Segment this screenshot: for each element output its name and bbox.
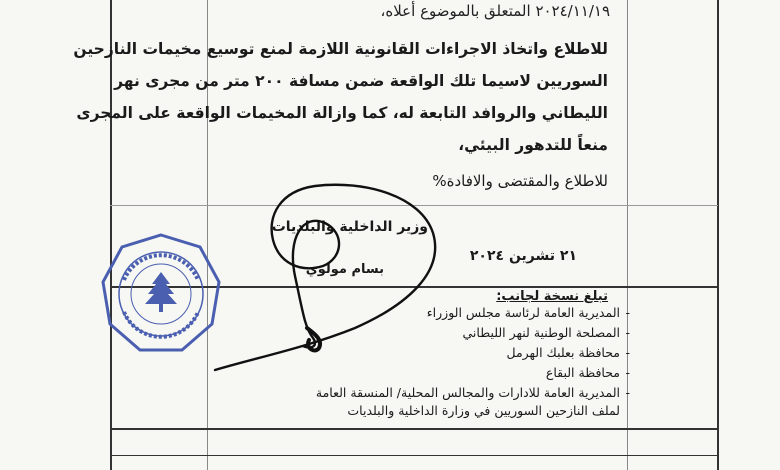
- copy-item-label: محافظة البقاع: [545, 365, 620, 380]
- copy-item: [545, 365, 630, 380]
- copy-item-label: لملف النازحين السوريين في وزارة الداخلية والبلديات: [347, 403, 620, 418]
- copy-item-label: المصلحة الوطنية لنهر الليطاني: [462, 325, 620, 340]
- copy-item-label: محافظة بعلبك الهرمل: [506, 345, 620, 360]
- section-divider-3: [110, 428, 718, 430]
- paragraph-line-1: للاطلاع واتخاذ الاجراءات القانونية اللازمة لمنع توسيع مخيمات النازحين: [73, 40, 608, 58]
- reference-line: ٢٠٢٤/١١/١٩ المتعلق بالموضوع أعلاه،: [380, 2, 610, 20]
- right-border: [717, 0, 719, 470]
- bullet-icon: -: [625, 325, 630, 340]
- minister-name: بسام مولوي: [305, 262, 384, 277]
- paragraph-line-4: منعاً للتدهور البيئي،: [458, 136, 608, 154]
- bullet-icon: -: [625, 385, 630, 400]
- bullet-icon: -: [625, 305, 630, 320]
- copy-item: [315, 385, 630, 400]
- closing-line: للاطلاع والمقتضى والافادة%: [432, 172, 608, 190]
- section-divider-4: [110, 455, 718, 456]
- paragraph-line-3: الليطاني والروافد التابعة له، كما وازالة المخيمات الواقعة على المجرى: [76, 104, 608, 122]
- copy-item: [426, 305, 630, 320]
- copy-item: [506, 345, 630, 360]
- copy-item: [462, 325, 630, 340]
- cedar-icon: [145, 272, 177, 312]
- copy-item-label: المديرية العامة للادارات والمجالس المحلية/ المنسقة العامة: [315, 385, 620, 400]
- copy-item-continuation: [347, 403, 620, 418]
- bullet-icon: -: [625, 365, 630, 380]
- document-date: ٢١ تشرين ٢٠٢٤: [469, 248, 577, 264]
- copies-heading: تبلغ نسخة لجانب:: [496, 289, 608, 304]
- copy-item-label: المديرية العامة لرئاسة مجلس الوزراء: [426, 305, 620, 320]
- minister-title: وزير الداخلية والبلديات: [271, 219, 428, 235]
- bullet-icon: -: [625, 345, 630, 360]
- handwritten-signature: [195, 178, 445, 378]
- paragraph-line-2: السوريين لاسيما تلك الواقعة ضمن مسافة ٢٠٠ متر من مجرى نهر: [114, 72, 608, 90]
